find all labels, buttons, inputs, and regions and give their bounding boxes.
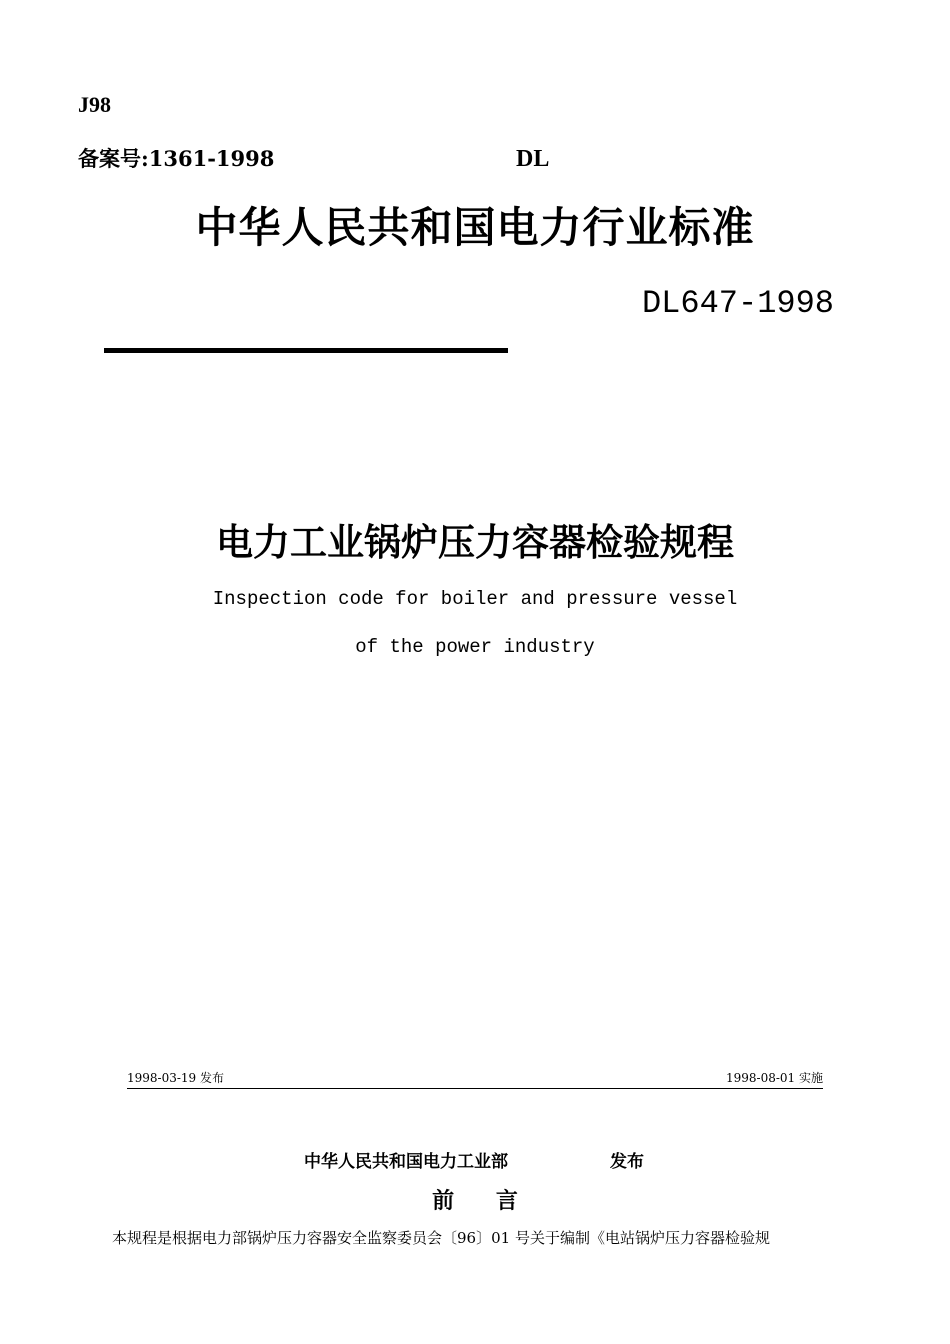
standard-number: DL647-1998 <box>641 285 834 322</box>
foreword-heading: 前 言 <box>432 1188 518 1214</box>
publisher-name: 中华人民共和国电力工业部 <box>304 1152 508 1172</box>
record-number: 备案号:1361-1998 <box>78 146 275 171</box>
document-title: 电力工业锅炉压力容器检验规程 <box>216 521 734 564</box>
foreword-text: 本规程是根据电力部锅炉压力容器安全监察委员会〔96〕01 号关于编制《电站锅炉压力容器检验规 <box>112 1229 770 1247</box>
date-row <box>127 1070 823 1089</box>
title-divider <box>104 348 508 353</box>
english-title-line-1: Inspection code for boiler and pressure vessel <box>212 588 738 610</box>
issue-date: 1998-03-19 发布 <box>127 1071 225 1085</box>
english-title-line-2: of the power industry <box>355 636 595 658</box>
publish-label: 发布 <box>610 1152 644 1172</box>
effective-date: 1998-08-01 实施 <box>725 1071 823 1085</box>
classification-code: J98 <box>78 92 111 117</box>
standard-mark: DL <box>516 146 550 172</box>
standard-title: 中华人民共和国电力行业标准 <box>195 203 755 252</box>
